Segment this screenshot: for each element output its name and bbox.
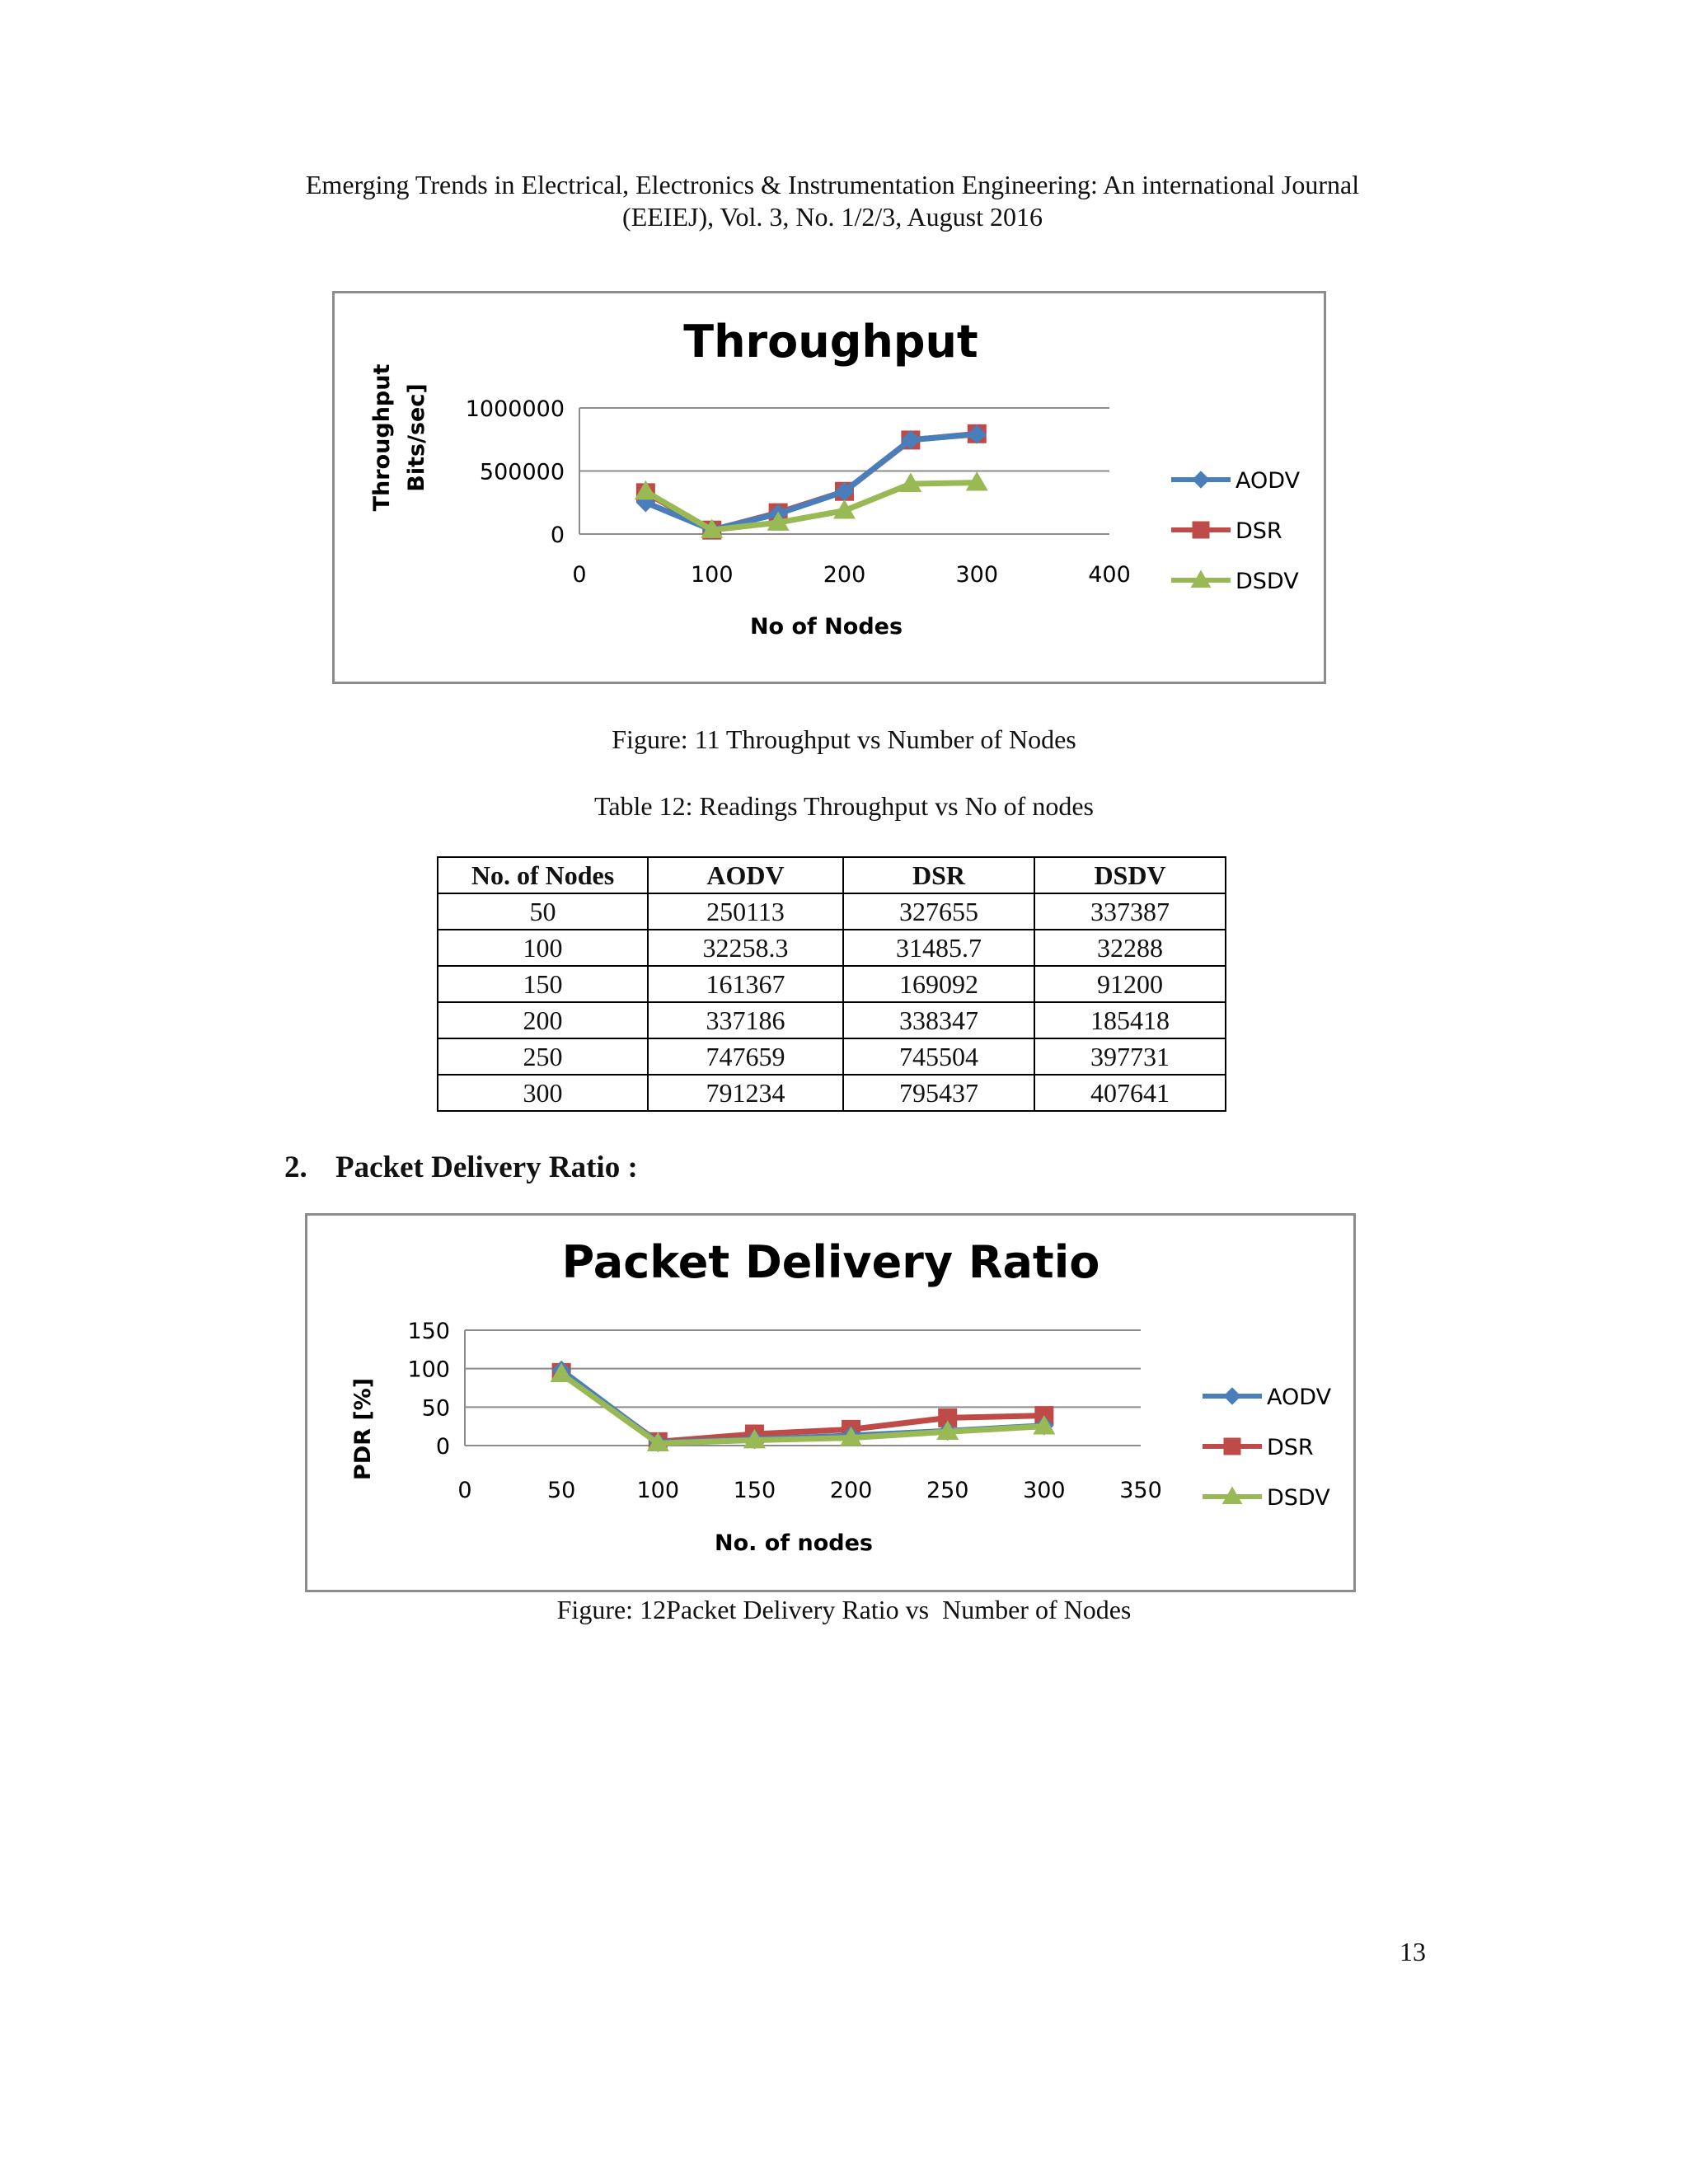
x-tick-label: 0 bbox=[457, 1478, 472, 1503]
throughput-chart bbox=[332, 291, 1326, 684]
table-header-cell: AODV bbox=[648, 857, 843, 893]
throughput-chart-svg bbox=[335, 293, 1324, 682]
figure-11-caption: Figure: 11 Throughput vs Number of Nodes bbox=[612, 724, 1076, 754]
table-cell: 300 bbox=[438, 1075, 648, 1111]
table-cell: 250113 bbox=[648, 893, 843, 930]
table-cell: 32258.3 bbox=[648, 930, 843, 966]
table-header-cell: No. of Nodes bbox=[438, 857, 648, 893]
x-tick-label: 300 bbox=[1023, 1478, 1066, 1503]
table-row bbox=[438, 893, 1226, 930]
x-tick-label: 0 bbox=[572, 562, 587, 588]
table-row bbox=[438, 930, 1226, 966]
table-cell: 91200 bbox=[1034, 966, 1226, 1002]
table-cell: 31485.7 bbox=[843, 930, 1034, 966]
legend-item bbox=[1171, 518, 1282, 544]
x-tick-label: 100 bbox=[690, 562, 734, 588]
legend-label: AODV bbox=[1236, 468, 1301, 494]
x-tick-label: 350 bbox=[1119, 1478, 1162, 1503]
x-tick-label: 400 bbox=[1088, 562, 1131, 588]
legend-marker bbox=[1224, 1438, 1240, 1455]
legend-marker bbox=[1193, 471, 1209, 488]
table-cell: 32288 bbox=[1034, 930, 1226, 966]
table-cell: 50 bbox=[438, 893, 648, 930]
figure-12-caption: Figure: 12Packet Delivery Ratio vs Number of Nodes bbox=[556, 1595, 1132, 1624]
legend-label: AODV bbox=[1267, 1385, 1332, 1410]
x-axis-label: No. of nodes bbox=[715, 1530, 873, 1556]
table-row bbox=[438, 1002, 1226, 1038]
legend-item bbox=[1203, 1485, 1330, 1511]
legend-marker bbox=[1224, 1388, 1240, 1404]
y-tick-label: 100 bbox=[407, 1357, 450, 1383]
x-axis-label: No of Nodes bbox=[749, 614, 903, 640]
y-tick-label: 0 bbox=[435, 1434, 450, 1460]
y-tick-label: 1000000 bbox=[465, 396, 565, 422]
y-tick-label: 150 bbox=[407, 1319, 450, 1344]
y-tick-label: 50 bbox=[421, 1395, 450, 1422]
table-cell: 337387 bbox=[1034, 893, 1226, 930]
journal-header-line2: (EEIEJ), Vol. 3, No. 1/2/3, August 2016 bbox=[622, 202, 1043, 232]
legend-label: DSR bbox=[1236, 518, 1282, 544]
table-cell: 150 bbox=[438, 966, 648, 1002]
table-cell: 747659 bbox=[648, 1038, 843, 1075]
legend-item bbox=[1203, 1385, 1332, 1410]
table-header-cell: DSR bbox=[843, 857, 1034, 893]
legend-item bbox=[1203, 1435, 1314, 1460]
table-row bbox=[438, 1075, 1226, 1111]
table-row bbox=[438, 1038, 1226, 1075]
legend-label: DSR bbox=[1267, 1435, 1314, 1460]
series-line bbox=[645, 483, 977, 530]
table-cell: 327655 bbox=[843, 893, 1034, 930]
table-cell: 185418 bbox=[1034, 1002, 1226, 1038]
x-tick-label: 150 bbox=[733, 1478, 776, 1503]
table-cell: 250 bbox=[438, 1038, 648, 1075]
y-tick-label: 0 bbox=[550, 523, 565, 548]
legend-label: DSDV bbox=[1236, 569, 1299, 594]
table-cell: 169092 bbox=[843, 966, 1034, 1002]
table-cell: 200 bbox=[438, 1002, 648, 1038]
pdr-chart-svg bbox=[307, 1216, 1353, 1590]
x-tick-label: 50 bbox=[546, 1478, 576, 1503]
table-cell: 161367 bbox=[648, 966, 843, 1002]
journal-header bbox=[247, 169, 1418, 233]
chart-title: Packet Delivery Ratio bbox=[561, 1236, 1100, 1288]
table-cell: 397731 bbox=[1034, 1038, 1226, 1075]
table-header-cell: DSDV bbox=[1034, 857, 1226, 893]
pdr-chart bbox=[305, 1213, 1356, 1592]
y-axis-label: PDR [%] bbox=[350, 1377, 376, 1481]
table-cell: 407641 bbox=[1034, 1075, 1226, 1111]
section-heading bbox=[284, 1150, 638, 1185]
page-number: 13 bbox=[1400, 1937, 1426, 1966]
legend-item bbox=[1171, 468, 1301, 494]
journal-header-line1: Emerging Trends in Electrical, Electronics & Instrumentation Engineering: An international Journal bbox=[305, 170, 1360, 199]
x-tick-label: 250 bbox=[926, 1478, 969, 1503]
legend-marker bbox=[1193, 522, 1209, 538]
x-tick-label: 300 bbox=[955, 562, 999, 588]
table-cell: 791234 bbox=[648, 1075, 843, 1111]
x-tick-label: 200 bbox=[829, 1478, 873, 1503]
legend-label: DSDV bbox=[1267, 1485, 1330, 1511]
x-tick-label: 100 bbox=[636, 1478, 680, 1503]
section-number: 2. bbox=[284, 1151, 307, 1184]
table-12-caption: Table 12: Readings Throughput vs No of nodes bbox=[594, 791, 1094, 821]
table-row bbox=[438, 966, 1226, 1002]
y-tick-label: 500000 bbox=[479, 459, 565, 485]
legend-item bbox=[1171, 569, 1299, 594]
x-tick-label: 200 bbox=[823, 562, 866, 588]
table-header-row bbox=[438, 857, 1226, 893]
y-axis-label: Throughput bbox=[369, 363, 395, 512]
throughput-readings-table bbox=[437, 856, 1226, 1112]
chart-title: Throughput bbox=[683, 316, 978, 368]
table-cell: 745504 bbox=[843, 1038, 1034, 1075]
section-title: Packet Delivery Ratio : bbox=[335, 1151, 638, 1184]
table-cell: 338347 bbox=[843, 1002, 1034, 1038]
table-cell: 100 bbox=[438, 930, 648, 966]
table-cell: 337186 bbox=[648, 1002, 843, 1038]
y-axis-label: Bits/sec] bbox=[404, 383, 429, 492]
table-cell: 795437 bbox=[843, 1075, 1034, 1111]
